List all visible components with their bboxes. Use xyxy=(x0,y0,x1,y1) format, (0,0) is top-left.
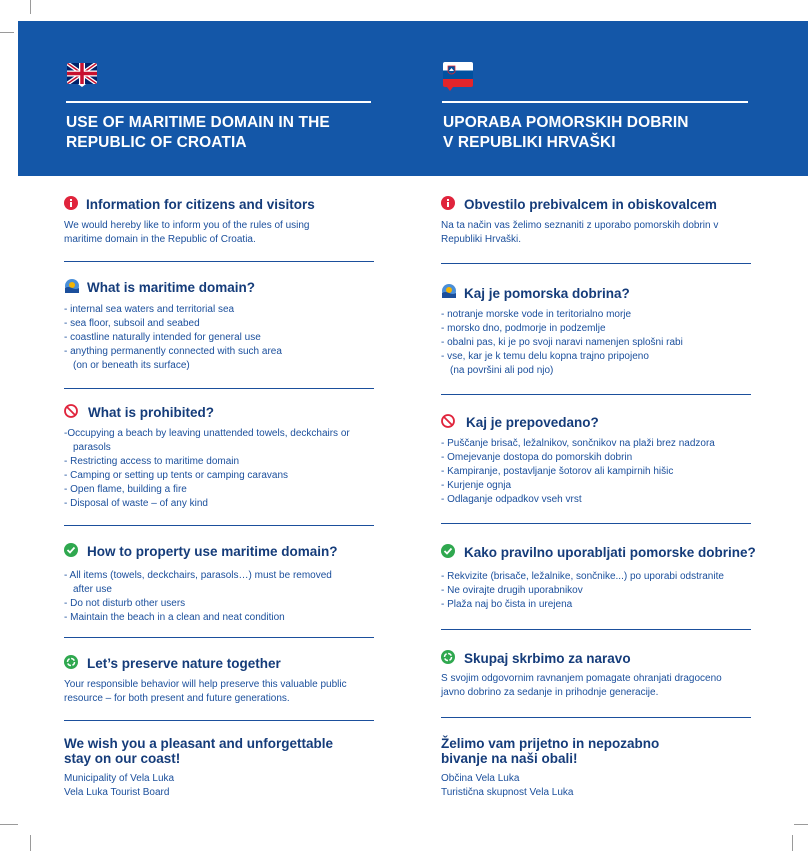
info-icon xyxy=(441,196,455,210)
sl-prohibited-title: Kaj je prepovedano? xyxy=(466,415,599,430)
section-divider xyxy=(64,261,374,262)
en-info-title: Information for citizens and visitors xyxy=(86,197,315,212)
en-what-title: What is maritime domain? xyxy=(87,280,256,295)
header-divider xyxy=(66,101,371,103)
section-divider xyxy=(441,523,751,524)
section-divider xyxy=(64,525,374,526)
sl-preserve-text: S svojim odgovornim ravnanjem pomagate ohranjati dragoceno javno dobrino za sedanje in prihodnje generacije. xyxy=(441,673,722,698)
crop-mark xyxy=(792,835,793,851)
en-howto-title: How to property use maritime domain? xyxy=(87,544,338,559)
prohibited-icon xyxy=(441,414,455,428)
section-divider xyxy=(441,717,751,718)
sl-what-title: Kaj je pomorska dobrina? xyxy=(464,286,630,301)
header-divider xyxy=(442,101,748,103)
sl-preserve-title: Skupaj skrbimo za naravo xyxy=(464,651,631,666)
uk-flag-icon xyxy=(67,63,97,87)
crop-mark xyxy=(0,824,18,825)
sl-howto-list: - Rekvizite (brisače, ležalnike, sončnike...) po uporabi odstranite - Ne ovirajte drugih uporabnikov - Plaža naj bo čista in urejena xyxy=(441,571,724,610)
info-icon xyxy=(64,196,78,210)
crop-mark xyxy=(30,0,31,14)
en-prohibited-title: What is prohibited? xyxy=(88,405,214,420)
section-divider xyxy=(64,720,374,721)
en-info-text: We would hereby like to inform you of the rules of using maritime domain in the Republic of Croatia. xyxy=(64,220,310,245)
en-page-title: USE OF MARITIME DOMAIN IN THE REPUBLIC OF CROATIA xyxy=(66,114,330,151)
en-prohibited-list: -Occupying a beach by leaving unattended towels, deckchairs or parasols - Restricting access to maritime domain - Camping or setting up tents or camping caravans - Open flame, building a fire - Disposal of waste – of any kind xyxy=(64,428,350,509)
sl-howto-title: Kako pravilno uporabljati pomorske dobrine? xyxy=(464,545,756,560)
en-what-list: - internal sea waters and territorial sea - sea floor, subsoil and seabed - coastline naturally intended for general use - anything permanently connected with such area (on or beneath its surface) xyxy=(64,304,282,371)
en-closing-wish: We wish you a pleasant and unforgettable stay on our coast! xyxy=(64,736,334,766)
sl-prohibited-list: - Puščanje brisač, ležalnikov, sončnikov na plaži brez nadzora - Omejevanje dostopa do pomorskih dobrin - Kampiranje, postavljanje šotorov ali kampirnih hišic - Kurjenje ognja - Odlaganje odpadkov vseh vrst xyxy=(441,438,715,505)
sl-what-list: - notranje morske vode in teritorialno morje - morsko dno, podmorje in podzemlje - obalni pas, ki je po svoji naravi namenjen splošni rabi - vse, kar je k temu delu kopna trajno pripojeno (na površini ali pod njo) xyxy=(441,309,683,376)
section-divider xyxy=(64,637,374,638)
check-icon xyxy=(441,544,455,558)
en-preserve-text: Your responsible behavior will help preserve this valuable public resource – for both present and future generations. xyxy=(64,679,347,704)
crop-mark xyxy=(794,824,808,825)
recycle-icon xyxy=(441,650,455,664)
prohibited-icon xyxy=(64,404,78,418)
en-signature: Municipality of Vela Luka Vela Luka Tourist Board xyxy=(64,773,175,798)
recycle-icon xyxy=(64,655,78,669)
beach-icon xyxy=(65,279,79,293)
en-howto-list: - All items (towels, deckchairs, parasols…) must be removed after use - Do not disturb other users - Maintain the beach in a clean and neat condition xyxy=(64,570,332,623)
sl-info-text: Na ta način vas želimo seznaniti z uporabo pomorskih dobrin v Republiki Hrvaški. xyxy=(441,220,719,245)
sl-page-title: UPORABA POMORSKIH DOBRIN V REPUBLIKI HRVAŠKI xyxy=(443,114,689,151)
section-divider xyxy=(441,263,751,264)
crop-mark xyxy=(0,32,14,33)
crop-mark xyxy=(30,835,31,851)
sl-closing-wish: Želimo vam prijetno in nepozabno bivanje na naši obali! xyxy=(441,736,660,766)
section-divider xyxy=(64,388,374,389)
en-preserve-title: Let’s preserve nature together xyxy=(87,656,281,671)
sl-info-title: Obvestilo prebivalcem in obiskovalcem xyxy=(464,197,717,212)
slovenia-flag-icon xyxy=(443,62,473,92)
check-icon xyxy=(64,543,78,557)
section-divider xyxy=(441,629,751,630)
sl-signature: Občina Vela Luka Turistična skupnost Vela Luka xyxy=(441,773,574,798)
section-divider xyxy=(441,394,751,395)
beach-icon xyxy=(442,284,456,298)
